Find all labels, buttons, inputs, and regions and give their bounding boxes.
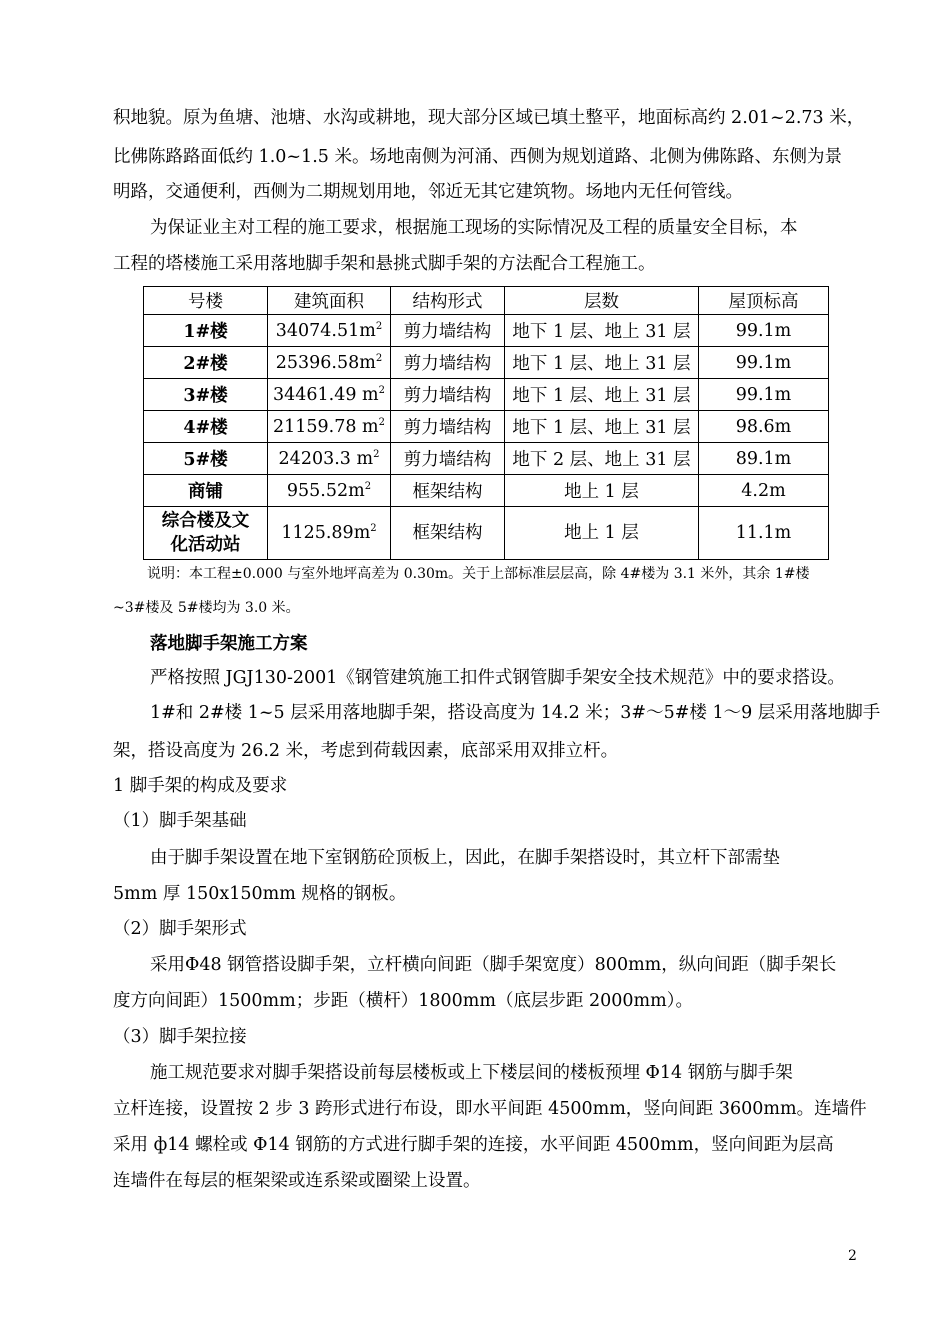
- body-text-line: 施工规范要求对脚手架搭设前每层楼板或上下楼层间的楼板预埋 Φ14 钢筋与脚手架: [150, 1063, 793, 1083]
- area-cell: 21159.78 $m^2$: [268, 411, 391, 443]
- roof-height-cell: 99.1m: [699, 315, 829, 347]
- structure-cell: 剪力墙结构: [391, 411, 505, 443]
- floors-cell: 地下 1 层、地上 31 层: [505, 347, 699, 379]
- body-text-line: 明路，交通便利，西侧为二期规划用地，邻近无其它建筑物。场地内无任何管线。: [113, 182, 743, 202]
- building-name-cell: 5#楼: [144, 443, 268, 475]
- section-title: 落地脚手架施工方案: [150, 634, 308, 654]
- table-header-row: [144, 287, 829, 315]
- roof-height-cell: 89.1m: [699, 443, 829, 475]
- subheading: （3）脚手架拉接: [113, 1027, 247, 1047]
- body-text-line: 由于脚手架设置在地下室钢筋砼顶板上，因此，在脚手架搭设时，其立杆下部需垫: [150, 848, 780, 868]
- body-text-line: 架，搭设高度为 26.2 米，考虑到荷载因素，底部采用双排立杆。: [113, 741, 619, 761]
- body-text-line: 连墙件在每层的框架梁或连系梁或圈梁上设置。: [113, 1171, 481, 1191]
- body-text-line: 严格按照 JGJ130-2001《钢管建筑施工扣件式钢管脚手架安全技术规范》中的要求搭设。: [150, 668, 845, 688]
- structure-cell: 剪力墙结构: [391, 379, 505, 411]
- structure-cell: 剪力墙结构: [391, 315, 505, 347]
- structure-cell: 剪力墙结构: [391, 347, 505, 379]
- body-text-line: 采用Φ48 钢管搭设脚手架，立杆横向间距（脚手架宽度）800mm，纵向间距（脚手架长: [150, 955, 837, 975]
- table-row: [144, 315, 829, 347]
- floors-cell: 地上 1 层: [505, 475, 699, 507]
- table-note: ~3#楼及 5#楼均为 3.0 米。: [113, 600, 300, 616]
- page-number: 2: [848, 1248, 857, 1264]
- area-cell: $25396.58m^2$: [268, 347, 391, 379]
- table-row: [144, 475, 829, 507]
- table-row: [144, 507, 829, 560]
- subheading: （1）脚手架基础: [113, 811, 247, 831]
- body-text-line: 立杆连接，设置按 2 步 3 跨形式进行布设，即水平间距 4500mm，竖向间距 3600mm。连墙件: [113, 1099, 867, 1119]
- body-text-line: 1#和 2#楼 1~5 层采用落地脚手架，搭设高度为 14.2 米；3#～5#楼 1～9 层采用落地脚手: [150, 703, 881, 723]
- table-row: [144, 443, 829, 475]
- structure-cell: 框架结构: [391, 507, 505, 560]
- building-name-cell: 4#楼: [144, 411, 268, 443]
- area-cell: $1125.89m^2$: [268, 507, 391, 560]
- structure-cell: 剪力墙结构: [391, 443, 505, 475]
- building-name-cell: 2#楼: [144, 347, 268, 379]
- area-cell: 24203.3 $m^2$: [268, 443, 391, 475]
- structure-cell: 框架结构: [391, 475, 505, 507]
- floors-cell: 地下 1 层、地上 31 层: [505, 411, 699, 443]
- body-text-line: 为保证业主对工程的施工要求，根据施工现场的实际情况及工程的质量安全目标，本: [150, 218, 798, 238]
- body-text-line: 工程的塔楼施工采用落地脚手架和悬挑式脚手架的方法配合工程施工。: [113, 254, 656, 274]
- floors-cell: 地下 2 层、地上 31 层: [505, 443, 699, 475]
- body-text-line: 采用 ф14 螺栓或 Φ14 钢筋的方式进行脚手架的连接，水平间距 4500mm，竖向间距为层高: [113, 1135, 834, 1155]
- floors-cell: 地上 1 层: [505, 507, 699, 560]
- table-header-cell: 号楼: [144, 287, 268, 315]
- area-cell: $34074.51m^2$: [268, 315, 391, 347]
- building-name-cell: 1#楼: [144, 315, 268, 347]
- subheading: （2）脚手架形式: [113, 919, 247, 939]
- building-name-cell: 商铺: [144, 475, 268, 507]
- building-name-cell: 3#楼: [144, 379, 268, 411]
- table-row: [144, 379, 829, 411]
- body-text-line: 积地貌。原为鱼塘、池塘、水沟或耕地，现大部分区域已填土整平，地面标高约 2.01~2.73 米，: [113, 108, 865, 128]
- table-header-cell: 屋顶标高: [699, 287, 829, 315]
- roof-height-cell: 4.2m: [699, 475, 829, 507]
- floors-cell: 地下 1 层、地上 31 层: [505, 379, 699, 411]
- building-table: [143, 286, 829, 560]
- subheading: 1 脚手架的构成及要求: [113, 776, 288, 796]
- table-row: [144, 411, 829, 443]
- roof-height-cell: 99.1m: [699, 347, 829, 379]
- body-text-line: 5mm 厚 150x150mm 规格的钢板。: [113, 884, 407, 904]
- roof-height-cell: 99.1m: [699, 379, 829, 411]
- table-row: [144, 347, 829, 379]
- roof-height-cell: 98.6m: [699, 411, 829, 443]
- building-name-cell: 综合楼及文 化活动站: [144, 507, 268, 560]
- table-note: 说明：本工程±0.000 与室外地坪高差为 0.30m。关于上部标准层层高，除 4#楼为 3.1 米外，其余 1#楼: [147, 566, 810, 582]
- area-cell: 34461.49 $m^2$: [268, 379, 391, 411]
- table-header-cell: 建筑面积: [268, 287, 391, 315]
- roof-height-cell: 11.1m: [699, 507, 829, 560]
- body-text-line: 度方向间距）1500mm；步距（横杆）1800mm（底层步距 2000mm）。: [113, 991, 693, 1011]
- body-text-line: 比佛陈路路面低约 1.0~1.5 米。场地南侧为河涌、西侧为规划道路、北侧为佛陈路、东侧为景: [113, 147, 842, 167]
- floors-cell: 地下 1 层、地上 31 层: [505, 315, 699, 347]
- area-cell: $955.52m^2$: [268, 475, 391, 507]
- table-header-cell: 结构形式: [391, 287, 505, 315]
- table-header-cell: 层数: [505, 287, 699, 315]
